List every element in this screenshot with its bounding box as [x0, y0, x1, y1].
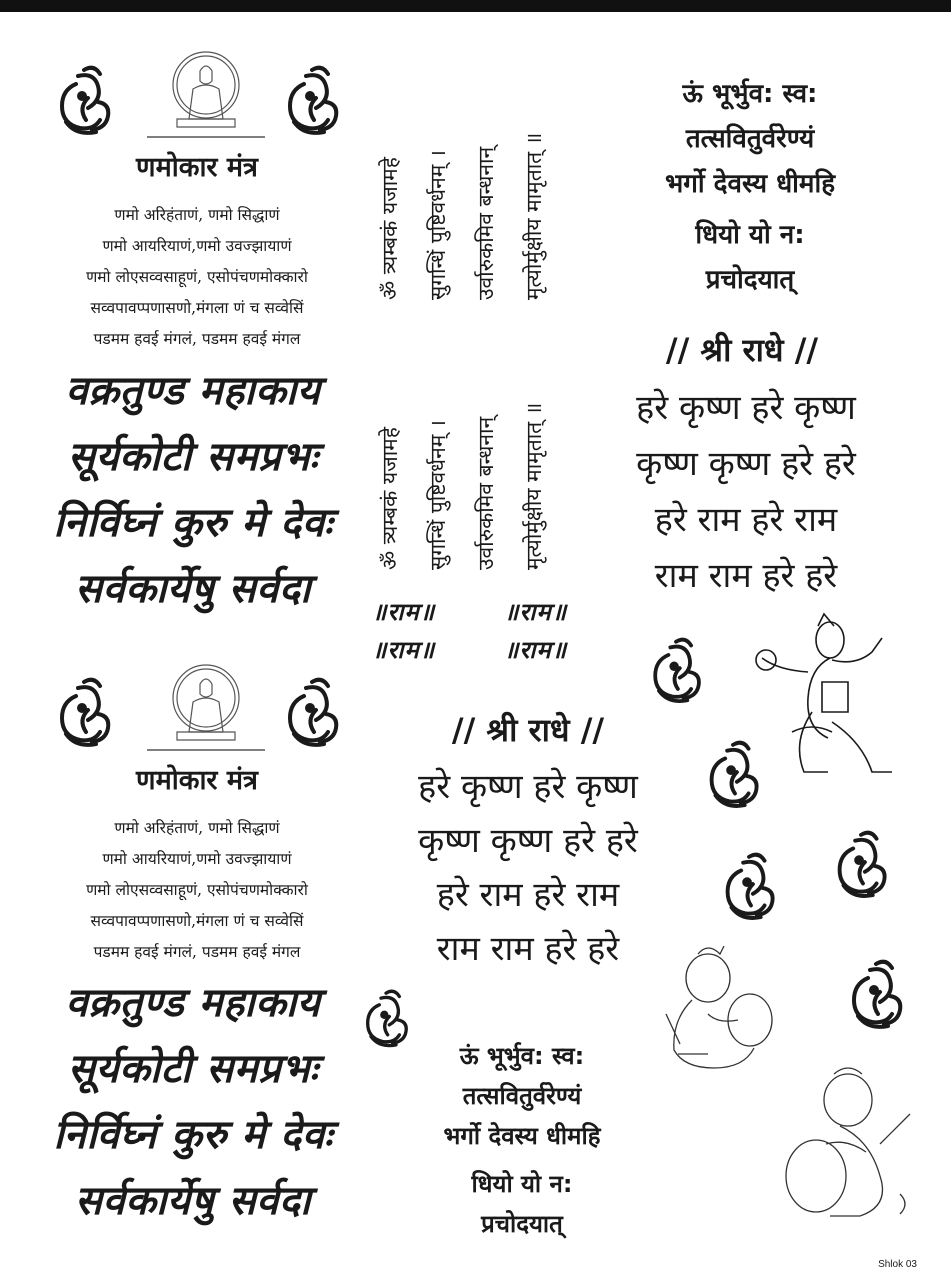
hare-krishna-line: राम राम हरे हरे [436, 929, 620, 969]
ganesh-shlok [28, 358, 358, 622]
namokar-text [27, 813, 367, 968]
gayatri-line: धियो यो न: [471, 1170, 573, 1198]
ram-label: ॥राम॥ [372, 598, 436, 626]
namokar-line: णमो अरिहंताणं, णमो सिद्धाणं [114, 206, 280, 224]
namokar-line: णमो अरिहंताणं, णमो सिद्धाणं [114, 819, 280, 837]
gayatri-line: प्रचोदयात् [481, 1210, 563, 1238]
namokar-title: णमोकार मंत्र [136, 765, 258, 796]
ganesh-icon [276, 62, 348, 140]
gayatri-mantra [600, 72, 900, 303]
gayatri-line: प्रचोदयात् [705, 265, 795, 295]
ram-label: ॥राम॥ [504, 598, 568, 626]
hare-krishna-line: कृष्ण कृष्ण हरे हरे [418, 821, 638, 861]
mrityunjay-line: उर्वारुकमिव बन्धनान् [474, 416, 498, 570]
ganesh-icon [714, 848, 784, 926]
shlok-line: वक्रतुण्ड महाकाय [65, 980, 321, 1026]
ganesh-icon [48, 674, 120, 752]
ganesh-icon [276, 674, 348, 752]
krishna-icon [658, 944, 778, 1078]
shlok-line: निर्विघ्नं कुरु मे देवः [53, 1112, 333, 1158]
namokar-line: णमो आयरियाणं,णमो उवज्झायाणं [102, 237, 292, 255]
hare-krishna-mantra [368, 760, 688, 976]
hare-krishna-mantra [586, 380, 906, 604]
hare-krishna-line: कृष्ण कृष्ण हरे हरे [636, 444, 856, 484]
mrityunjay-line: ॐ त्र्यम्बकं यजामहे [378, 157, 402, 300]
hanuman-icon [752, 612, 896, 788]
hare-krishna-line: हरे कृष्ण हरे कृष्ण [636, 388, 856, 428]
namokar-line: णमो लोएसव्वसाहूणं, एसोपंचणमोक्कारो [86, 268, 308, 286]
shlok-line: सूर्यकोटी समप्रभः [67, 1046, 319, 1092]
shlok-line: वक्रतुण्ड महाकाय [65, 368, 321, 414]
ram-label: ॥राम॥ [372, 636, 436, 664]
ganesh-shlok [28, 970, 358, 1234]
namokar-title: णमोकार मंत्र [136, 152, 258, 183]
ganesh-icon [840, 956, 912, 1034]
gayatri-line: तत्सवितुर्वरेण्यं [462, 1082, 582, 1110]
gayatri-line: धियो यो न: [695, 220, 805, 250]
namokar-line: सव्वपावप्पणासणो,मंगला णं च सव्वेसिं [90, 299, 304, 317]
hare-krishna-line: हरे राम हरे राम [436, 875, 620, 915]
gayatri-line: तत्सवितुर्वरेण्यं [685, 124, 815, 154]
mrityunjay-line: सुगन्धिं पुष्टिवर्धनम् । [426, 420, 450, 570]
namokar-line: पडमम हवई मंगलं, पडमम हवई मंगल [93, 943, 301, 961]
ganesh-icon [48, 62, 120, 140]
hare-krishna-line: हरे राम हरे राम [654, 500, 838, 540]
page-code: Shlok 03 [878, 1259, 917, 1270]
ganesh-icon [698, 736, 768, 814]
mrityunjay-line: मृत्योर्मुक्षीय मामृतात् ॥ [522, 132, 546, 300]
mrityunjay-line: ॐ त्र्यम्बकं यजामहे [378, 427, 402, 570]
namokar-line: णमो आयरियाणं,णमो उवज्झायाणं [102, 850, 292, 868]
namokar-line: णमो लोएसव्वसाहूणं, एसोपंचणमोक्कारो [86, 881, 308, 899]
tirthankar-icon [143, 45, 269, 145]
hare-krishna-line: हरे कृष्ण हरे कृष्ण [418, 767, 638, 807]
shlok-line: निर्विघ्नं कुरु मे देवः [53, 500, 333, 546]
top-bar [0, 0, 951, 12]
radhe-title: // श्री राधे // [451, 711, 605, 749]
ganesh-icon [826, 826, 896, 904]
gayatri-mantra [372, 1036, 672, 1244]
namokar-line: पडमम हवई मंगलं, पडमम हवई मंगल [93, 330, 301, 348]
ram-label: ॥राम॥ [504, 636, 568, 664]
krishna-icon [780, 1064, 920, 1228]
gayatri-line: भर्गो देवस्य धीमहि [664, 169, 836, 199]
hare-krishna-line: राम राम हरे हरे [654, 556, 838, 596]
shlok-line: सूर्यकोटी समप्रभः [67, 434, 319, 480]
shlok-line: सर्वकार्येषु सर्वदा [75, 1178, 311, 1224]
gayatri-line: ऊं भूर्भुव: स्व: [682, 79, 818, 109]
namokar-text [27, 200, 367, 355]
namokar-line: सव्वपावप्पणासणो,मंगला णं च सव्वेसिं [90, 912, 304, 930]
mrityunjay-line: उर्वारुकमिव बन्धनान् [474, 146, 498, 300]
radhe-title: // श्री राधे // [665, 331, 819, 369]
gayatri-line: ऊं भूर्भुव: स्व: [459, 1042, 585, 1070]
gayatri-line: भर्गो देवस्य धीमहि [443, 1122, 601, 1150]
tirthankar-icon [143, 658, 269, 758]
mrityunjay-line: सुगन्धिं पुष्टिवर्धनम् । [426, 150, 450, 300]
mrityunjay-line: मृत्योर्मुक्षीय मामृतात् ॥ [522, 402, 546, 570]
shlok-line: सर्वकार्येषु सर्वदा [75, 566, 311, 612]
ganesh-icon [642, 632, 710, 710]
